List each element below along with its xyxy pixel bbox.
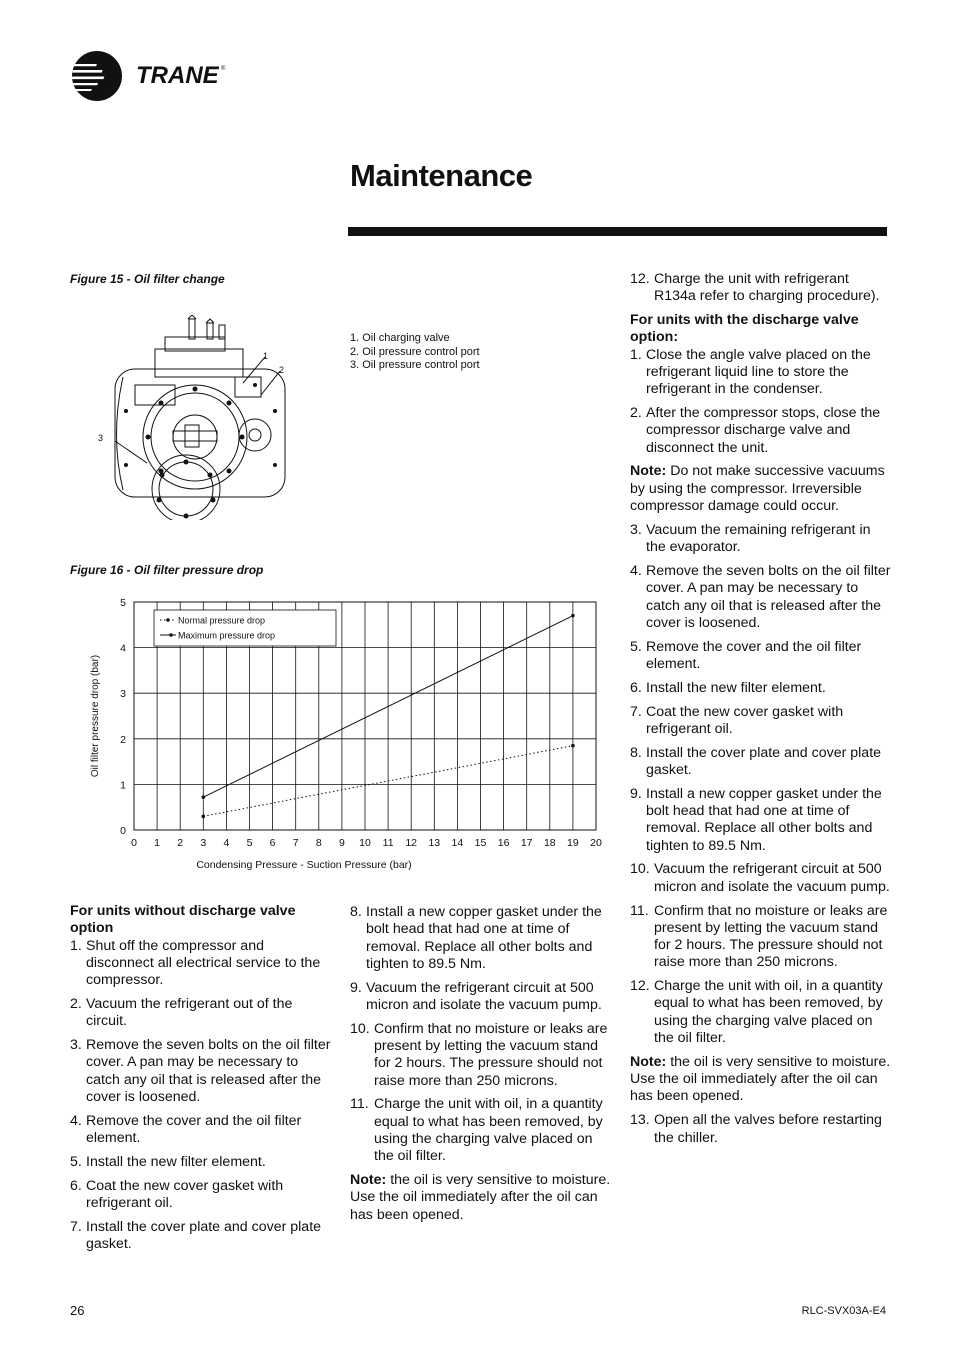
column-3	[630, 271, 892, 1153]
step-item	[350, 980, 612, 1015]
step-item	[70, 1154, 332, 1171]
legend-label: Maximum pressure drop	[178, 630, 276, 641]
step-number: 6.	[630, 679, 642, 696]
step-text: Remove the seven bolts on the oil filter cover. A pan may be necessary to catch any oil that is released after the cover is loosened.	[646, 562, 891, 631]
step-item	[630, 347, 892, 399]
x-axis-label: Condensing Pressure - Suction Pressure (bar)	[196, 859, 412, 871]
step-item	[630, 271, 892, 306]
step-number: 11.	[630, 902, 649, 919]
x-tick-label: 19	[567, 837, 579, 849]
note-label: Note:	[350, 1172, 387, 1189]
x-tick-label: 4	[223, 837, 230, 849]
step-text: Coat the new cover gasket with refrigerant oil.	[86, 1177, 284, 1211]
col1-steps	[70, 938, 332, 1254]
step-item	[630, 861, 892, 896]
col1-heading: For units without discharge valve option	[70, 903, 296, 937]
step-text: Remove the cover and the oil filter element.	[646, 638, 862, 672]
col2-steps	[350, 904, 612, 1166]
step-text: Install the new filter element.	[646, 679, 826, 696]
step-text: Charge the unit with oil, in a quantity equal to what has been removed, by using the charging valve placed on the oil filter.	[374, 1096, 603, 1165]
x-tick-label: 18	[543, 837, 556, 849]
brand-name: TRANE	[136, 62, 219, 89]
note-text: Do not make successive vacuums by using the compressor. Irreversible compressor damage could occur.	[630, 463, 885, 515]
step-text: Vacuum the remaining refrigerant in the evaporator.	[646, 521, 871, 556]
step-item	[630, 745, 892, 780]
y-axis-label: Oil filter pressure drop (bar)	[90, 654, 101, 778]
step-text: Vacuum the refrigerant out of the circuit.	[86, 995, 293, 1030]
x-tick-label: 13	[428, 837, 441, 849]
x-tick-label: 12	[405, 837, 418, 849]
step-item	[70, 996, 332, 1031]
col3-note-1	[630, 463, 892, 515]
x-tick-label: 1	[154, 837, 161, 849]
step-text: Install the cover plate and cover plate gasket.	[646, 744, 882, 778]
figure-16-caption: Figure 16 - Oil filter pressure drop	[70, 563, 264, 577]
step-number: 3.	[70, 1037, 82, 1054]
step-text: Open all the valves before restarting the chiller.	[654, 1112, 882, 1146]
data-point	[202, 795, 206, 799]
x-tick-label: 16	[497, 837, 510, 849]
step-item	[630, 786, 892, 855]
callout-marker-1: 1	[263, 351, 269, 361]
step-text: Charge the unit with oil, in a quantity equal to what has been removed, by using the charging valve placed on the oil filter.	[654, 978, 883, 1047]
step-number: 9.	[630, 785, 642, 802]
y-tick-label: 3	[120, 688, 126, 701]
x-tick-label: 7	[292, 837, 299, 849]
step-item	[630, 1112, 892, 1147]
data-point	[571, 614, 575, 618]
step-number: 5.	[70, 1153, 82, 1170]
step-text: Remove the cover and the oil filter element.	[86, 1112, 302, 1147]
data-point	[571, 744, 575, 748]
step-number: 12.	[630, 978, 650, 995]
step-number: 13.	[630, 1112, 650, 1129]
col3-heading: For units with the discharge valve option:	[630, 312, 859, 346]
step-number: 10.	[630, 861, 650, 878]
step-text: Confirm that no moisture or leaks are present by letting the vacuum stand for 2 hours. The pressure should not raise more than 250 microns.	[654, 902, 888, 971]
step-text: Coat the new cover gasket with refrigerant oil.	[646, 703, 844, 737]
legend-marker	[169, 633, 173, 637]
page-title: Maintenance	[350, 158, 533, 193]
x-tick-label: 9	[338, 837, 345, 849]
step-number: 4.	[70, 1112, 82, 1129]
step-text: Vacuum the refrigerant circuit at 500 micron and isolate the vacuum pump.	[654, 861, 890, 895]
step-item	[630, 978, 892, 1047]
figure-15-caption: Figure 15 - Oil filter change	[70, 272, 225, 286]
step-number: 12.	[630, 271, 650, 287]
step-number: 2.	[70, 995, 82, 1012]
x-tick-label: 10	[359, 837, 371, 849]
callout-marker-2: 2	[279, 365, 285, 375]
y-tick-label: 5	[120, 597, 126, 609]
pressure-drop-chart	[70, 590, 610, 880]
note-label: Note:	[630, 1053, 667, 1070]
legend-marker	[166, 618, 170, 622]
x-tick-label: 11	[382, 837, 394, 849]
trane-logo-mark	[70, 50, 240, 102]
step-item	[350, 1021, 612, 1090]
callout-marker-3: 3	[98, 433, 104, 443]
step-item	[630, 563, 892, 632]
trane-logo	[70, 50, 240, 102]
compressor-drawing	[95, 315, 295, 520]
step-item	[350, 1096, 612, 1165]
step-number: 1.	[630, 346, 642, 363]
col3-step-12	[630, 271, 892, 306]
step-item	[630, 680, 892, 697]
step-text: Shut off the compressor and disconnect all electrical service to the compressor.	[86, 937, 321, 989]
step-number: 9.	[350, 979, 362, 996]
step-number: 2.	[630, 405, 642, 422]
x-tick-label: 15	[474, 837, 487, 849]
x-tick-label: 6	[269, 837, 276, 849]
step-text: Install the new filter element.	[86, 1153, 266, 1170]
step-item	[70, 1037, 332, 1106]
y-tick-label: 4	[120, 642, 126, 655]
x-tick-label: 0	[131, 837, 137, 849]
step-text: Install a new copper gasket under the bolt head that had one at time of removal. Replace all other bolts and tighten to 89.5 Nm.	[646, 785, 882, 854]
note-text: the oil is very sensitive to moisture. Use the oil immediately after the oil can has been opened.	[630, 1053, 891, 1105]
col2-note	[350, 1172, 612, 1224]
title-rule	[348, 227, 887, 236]
step-text: Install a new copper gasket under the bolt head that had one at time of removal. Replace all other bolts and tighten to 89.5 Nm.	[366, 904, 602, 972]
step-item	[630, 405, 892, 457]
step-item	[70, 1178, 332, 1213]
note-label: Note:	[630, 463, 667, 480]
figure-15-callouts	[350, 332, 480, 373]
x-tick-label: 5	[246, 837, 253, 849]
x-tick-label: 14	[451, 837, 464, 849]
step-number: 10.	[350, 1020, 370, 1037]
step-number: 8.	[630, 744, 642, 761]
callout-2: 2. Oil pressure control port	[350, 345, 480, 358]
step-item	[630, 522, 892, 557]
registered-mark: ®	[221, 66, 226, 72]
step-number: 6.	[70, 1177, 82, 1194]
step-item	[630, 704, 892, 739]
col3-steps-a	[630, 347, 892, 457]
y-tick-label: 2	[120, 733, 126, 746]
step-text: Charge the unit with refrigerant R134a refer to charging procedure).	[654, 271, 880, 305]
step-item	[70, 1219, 332, 1254]
x-tick-label: 2	[177, 837, 184, 849]
step-number: 4.	[630, 562, 642, 579]
callout-1: 1. Oil charging valve	[350, 332, 450, 344]
x-tick-label: 3	[200, 837, 207, 849]
step-number: 3.	[630, 521, 642, 538]
step-number: 11.	[350, 1096, 369, 1113]
page-number: 26	[70, 1303, 85, 1318]
col3-note-2	[630, 1054, 892, 1106]
step-number: 5.	[630, 638, 642, 655]
step-text: Vacuum the refrigerant circuit at 500 micron and isolate the vacuum pump.	[366, 979, 602, 1013]
step-item	[630, 639, 892, 674]
step-number: 7.	[630, 703, 642, 720]
x-tick-label: 8	[315, 837, 322, 849]
step-text: Install the cover plate and cover plate gasket.	[86, 1218, 322, 1253]
data-point	[202, 815, 206, 819]
column-2	[350, 904, 612, 1231]
y-tick-label: 1	[120, 779, 126, 792]
col3-steps-b	[630, 522, 892, 1048]
chart-svg	[70, 590, 610, 880]
step-item	[630, 903, 892, 972]
col3-steps-c	[630, 1112, 892, 1147]
step-text: Remove the seven bolts on the oil filter cover. A pan may be necessary to catch any oil that is released after the cover is loosened.	[86, 1037, 331, 1105]
step-number: 7.	[70, 1218, 82, 1235]
x-tick-label: 17	[520, 837, 533, 849]
step-text: After the compressor stops, close the compressor discharge valve and disconnect the unit.	[646, 405, 881, 456]
step-item	[70, 1113, 332, 1148]
step-number: 1.	[70, 937, 82, 954]
column-1	[70, 903, 332, 1260]
step-number: 8.	[350, 904, 362, 920]
y-tick-label: 0	[120, 825, 126, 837]
step-text: Close the angle valve placed on the refrigerant liquid line to store the refrigerant in the condenser.	[646, 346, 871, 398]
note-text: the oil is very sensitive to moisture. Use the oil immediately after the oil can has been opened.	[350, 1172, 611, 1223]
step-item	[350, 904, 612, 973]
step-item	[70, 938, 332, 990]
x-tick-label: 20	[590, 837, 602, 849]
callout-3: 3. Oil pressure control port	[350, 359, 480, 371]
document-code: RLC-SVX03A-E4	[801, 1305, 886, 1317]
step-text: Confirm that no moisture or leaks are present by letting the vacuum stand for 2 hours. The pressure should not raise more than 250 microns.	[374, 1020, 608, 1089]
legend-label: Normal pressure drop	[178, 615, 266, 626]
